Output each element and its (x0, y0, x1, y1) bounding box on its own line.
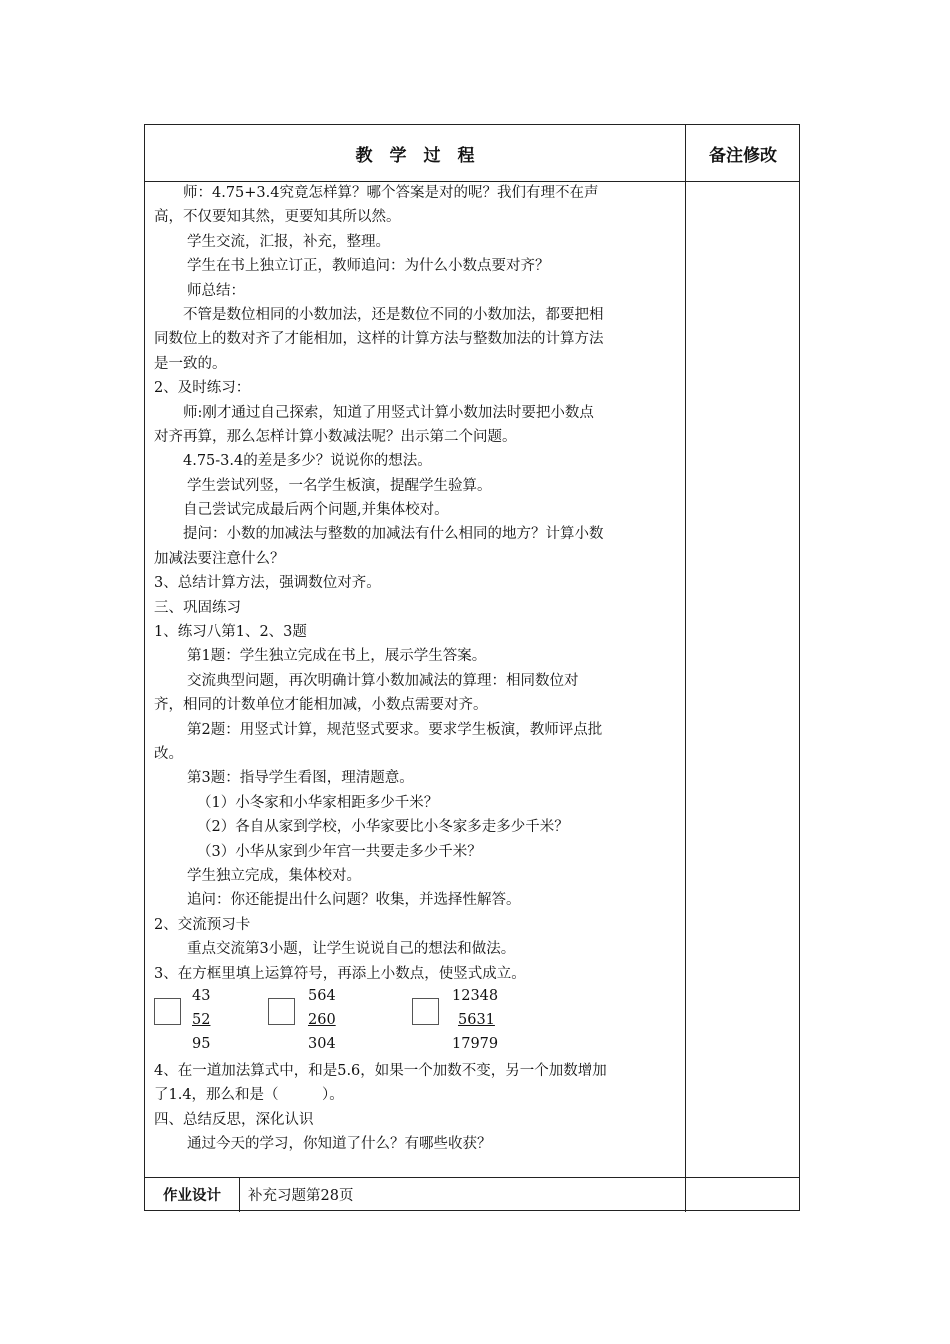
text-line: 改。 (154, 745, 183, 762)
text-line: （2）各自从家到学校，小华家要比小冬家多走多少千米？ (197, 819, 569, 836)
text-line: 第3题：指导学生看图，理清题意。 (187, 770, 414, 787)
homework-divider (145, 1177, 799, 1178)
text-line: 同数位上的数对齐了才能相加，这样的计算方法与整数加法的计算方法 (154, 331, 604, 348)
text-line: 学生尝试列竖，一名学生板演，提醒学生验算。 (187, 477, 492, 494)
text-line: 学生在书上独立订正，教师追问：为什么小数点要对齐？ (187, 258, 550, 275)
text-line: 重点交流第3小题，让学生说说自己的想法和做法。 (187, 941, 516, 958)
section-heading: 2、及时练习： (154, 380, 251, 397)
text-line: 提问：小数的加减法与整数的加减法有什么相同的地方？计算小数 (183, 526, 604, 543)
text-line: 第1题：学生独立完成在书上，展示学生答案。 (187, 648, 487, 665)
section-heading: 3、在方框里填上运算符号，再添上小数点，使竖式成立。 (154, 965, 526, 982)
text-line: 是一致的。 (154, 355, 227, 372)
calc-middle-number: 52 (192, 1011, 211, 1028)
homework-label: 作业设计 (163, 1188, 221, 1204)
text-line: （3）小华从家到少年宫一共要走多少千米？ (197, 843, 482, 860)
text-line: 追问：你还能提出什么问题？收集，并选择性解答。 (187, 892, 521, 909)
section-heading: 2、交流预习卡 (154, 916, 251, 933)
text-line: 4.75-3.4的差是多少？说说你的想法。 (183, 453, 432, 470)
column-divider (685, 125, 686, 1212)
text-line: 师总结： (187, 282, 245, 299)
text-line: 对齐再算，那么怎样计算小数减法呢？出示第二个问题。 (154, 428, 517, 445)
text-line: （1）小冬家和小华家相距多少千米？ (197, 794, 439, 811)
teaching-process-content (154, 181, 679, 1156)
operator-box[interactable] (268, 998, 295, 1025)
calc-top-number: 564 (308, 987, 336, 1004)
calc-middle-number: 260 (308, 1011, 336, 1028)
section-heading: 4、在一道加法算式中，和是5.6，如果一个加数不变，另一个加数增加 (154, 1062, 607, 1079)
text-line: 齐，相同的计数单位才能相加减，小数点需要对齐。 (154, 697, 488, 714)
calc-result-number: 95 (192, 1035, 211, 1052)
header-teaching-process: 教 学 过 程 (355, 145, 475, 166)
calc-top-number: 12348 (452, 987, 499, 1004)
calc-result-number: 304 (308, 1035, 336, 1052)
text-line: 不管是数位相同的小数加法，还是数位不同的小数加法，都要把相 (183, 306, 604, 323)
text-line: 了1.4，那么和是（ ）。 (154, 1087, 344, 1104)
text-line: 第2题：用竖式计算，规范竖式要求。要求学生板演，教师评点批 (187, 721, 603, 738)
calc-top-number: 43 (192, 987, 211, 1004)
operator-box[interactable] (154, 998, 181, 1025)
homework-label-divider (239, 1177, 240, 1212)
text-line: 自己尝试完成最后两个问题,并集体校对。 (183, 502, 449, 519)
text-line: 高，不仅要知其然，更要知其所以然。 (154, 209, 401, 226)
text-line: 师：4.75+3.4究竟怎样算？哪个答案是对的呢？我们有理不在声 (183, 185, 599, 201)
text-line: 交流典型问题，再次明确计算小数加减法的算理：相同数位对 (187, 672, 579, 689)
calc-middle-number: 5631 (458, 1011, 495, 1028)
calc-result-number: 17979 (452, 1035, 499, 1052)
vertical-calculations (154, 986, 679, 1059)
section-heading: 3、总结计算方法，强调数位对齐。 (154, 575, 381, 592)
header-notes: 备注修改 (709, 145, 777, 166)
homework-text: 补充习题第28页 (248, 1188, 354, 1204)
text-line: 学生独立完成，集体校对。 (187, 867, 361, 884)
section-heading: 三、巩固练习 (154, 599, 241, 616)
section-heading: 1、练习八第1、2、3题 (154, 624, 307, 641)
lesson-table (144, 124, 800, 1211)
text-line: 加减法要注意什么？ (154, 550, 285, 567)
text-line: 学生交流，汇报，补充，整理。 (187, 233, 390, 250)
section-heading: 四、总结反思，深化认识 (154, 1111, 314, 1128)
text-line: 通过今天的学习，你知道了什么？有哪些收获？ (187, 1136, 492, 1153)
text-line: 师:刚才通过自己探索，知道了用竖式计算小数加法时要把小数点 (183, 404, 594, 421)
operator-box[interactable] (412, 998, 439, 1025)
